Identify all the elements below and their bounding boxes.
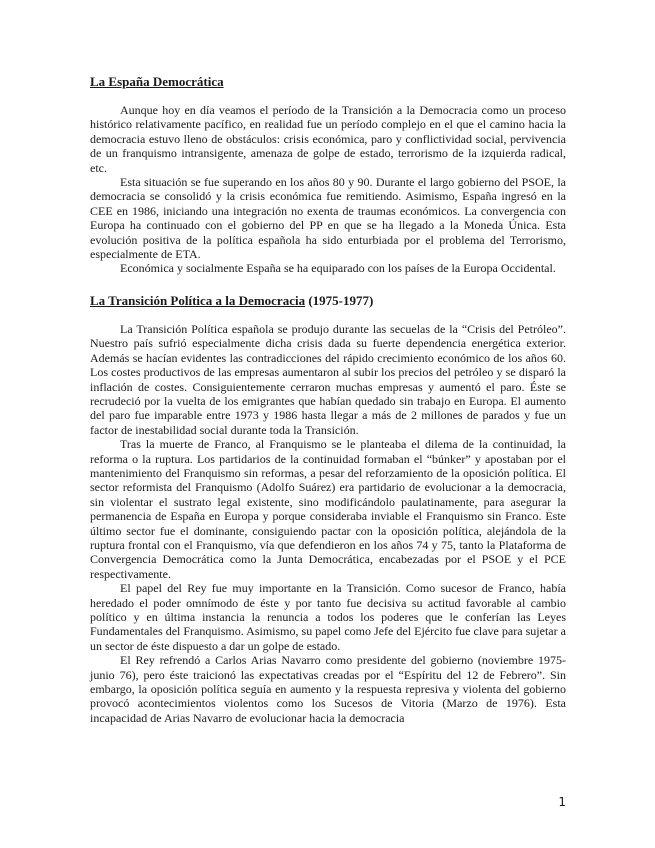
- section-title-text: La Transición Política a la Democracia: [90, 292, 306, 308]
- paragraph: Tras la muerte de Franco, al Franquismo se le planteaba el dilema de la continuidad, la reforma o la ruptura. Los partidarios de la continuidad formaban el “búnker” y apostaban por el mantenimiento del Franquismo sin reformas, a pesar del reforzamiento de la oposición política. El sector reformista del Franquismo (Adolfo Suárez) era partidario de evolucionar a la democracia, sin violentar el sustrato legal existente, sino modificándolo paulatinamente, para asegurar la permanencia de España en Europa y porque consideraba inviable el Franquismo sin Franco. Este último sector fue el dominante, consiguiendo pactar con la oposición política, alejándola de la ruptura frontal con el Franquismo, vía que defendieron en los años 74 y 75, tanto la Plataforma de Convergencia Democrática como la Junta Democrática, encabezadas por el PSOE y el PCE respectivamente.: [90, 437, 566, 581]
- section-title: [90, 74, 566, 90]
- paragraph: Económica y socialmente España se ha equiparado con los países de la Europa Occidental.: [120, 261, 556, 276]
- page-number: 1: [558, 795, 566, 809]
- paragraph: El papel del Rey fue muy importante en la Transición. Como sucesor de Franco, había heredado el poder omnímodo de éste y por tanto fue decisiva su actitud favorable al cambio político y en última instancia la renuncia a todos los poderes que le conferían las Leyes Fundamentales del Franquismo. Asimismo, su papel como Jefe del Ejército fue clave para sujetar a un sector de éste dispuesto a dar un golpe de estado.: [90, 581, 566, 653]
- section-title-dates: (1975-1977): [305, 292, 374, 308]
- section-title: [90, 293, 566, 309]
- paragraph: Aunque hoy en día veamos el período de la Transición a la Democracia como un proceso histórico relativamente pacífico, en realidad fue un período complejo en el que el camino hacia la democracia estuvo lleno de obstáculos: crisis económica, paro y conflictividad social, pervivencia de un franquismo intransigente, amenaza de golpe de estado, terrorismo de la izquierda radical, etc.: [90, 103, 566, 175]
- section-transicion-politica: [90, 293, 566, 725]
- document-body: [90, 74, 566, 725]
- paragraph: Esta situación se fue superando en los años 80 y 90. Durante el largo gobierno del PSOE, la democracia se consolidó y la crisis económica fue remitiendo. Asimismo, España ingresó en la CEE en 1986, iniciando una integración no exenta de traumas económicos. La convergencia con Europa ha continuado con el gobierno del PP en que se ha llegado a la Moneda Única. Esta evolución positiva de la política española ha sido enturbiada por el problema del Terrorismo, especialmente de ETA.: [90, 175, 566, 262]
- paragraph: La Transición Política española se produjo durante las secuelas de la “Crisis del Petróleo”. Nuestro país sufrió especialmente dicha crisis dada su fuerte dependencia energética exterior. Además se hacían evidentes las contradicciones del rápido crecimiento económico de los años 60. Los costes productivos de las empresas aumentaron al subir los precios del petróleo y se disparó la inflación de costes. Consiguientemente cerraron muchas empresas y aumentó el paro. Éste se recrudeció por la vuelta de los emigrantes que habían quedado sin trabajo en Europa. El aumento del paro fue imparable entre 1973 y 1986 hasta llegar a más de 2 millones de parados y fue un factor de inestabilidad social durante toda la Transición.: [90, 321, 566, 437]
- section-title-text: La España Democrática: [90, 74, 224, 89]
- paragraph: El Rey refrendó a Carlos Arias Navarro como presidente del gobierno (noviembre 1975-junio 76), pero éste traicionó las expectativas creadas por el “Espíritu del 12 de Febrero”. Sin embargo, la oposición política seguía en aumento y la respuesta represiva y violenta del gobierno provocó acontecimientos violentos como los Sucesos de Vitoria (Marzo de 1976). Esta incapacidad de Arias Navarro de evolucionar hacia la democracia: [90, 653, 566, 725]
- section-espana-democratica: [90, 74, 566, 276]
